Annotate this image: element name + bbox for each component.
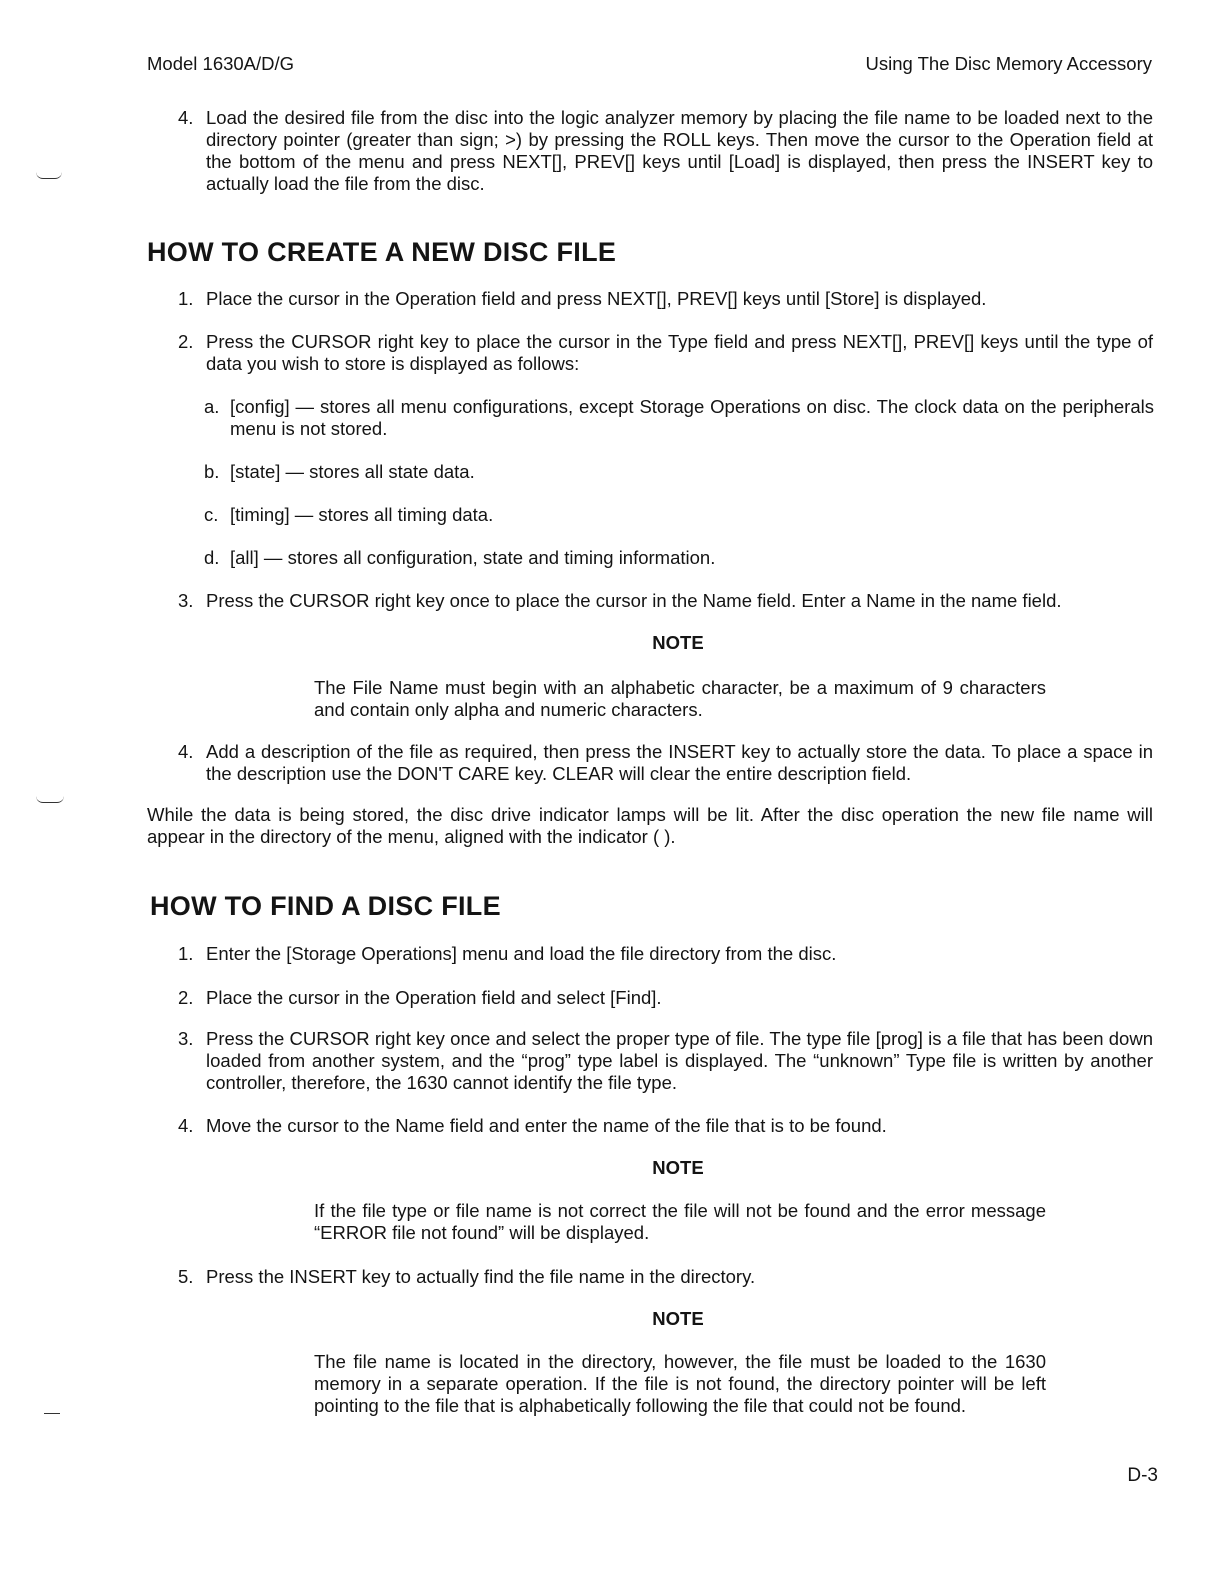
- note-heading: NOTE: [652, 632, 704, 653]
- note-text: If the file type or file name is not correct the file will not be found and the error message “ERROR file not found” will be displayed.: [314, 1200, 1046, 1243]
- list-item: [178, 987, 1153, 1009]
- page-number: D-3: [1127, 1465, 1158, 1486]
- list-item: [178, 288, 1153, 310]
- sub-list-letter: c.: [204, 504, 219, 525]
- sub-list-text: [config] — stores all menu configurations, except Storage Operations on disc. The clock data on the peripherals menu is not stored.: [230, 396, 1154, 439]
- list-number: 4.: [178, 1115, 194, 1136]
- sub-list-item: [204, 504, 1154, 526]
- margin-mark: [36, 796, 64, 803]
- list-text: Press the CURSOR right key to place the cursor in the Type field and press NEXT[], PREV[] keys until the type of data you wish to store is displayed as follows:: [206, 331, 1153, 374]
- sub-list-text: [state] — stores all state data.: [230, 461, 475, 482]
- list-number: 4.: [178, 107, 194, 128]
- list-number: 1.: [178, 288, 194, 309]
- sub-list-item: [204, 461, 1154, 483]
- list-text: Add a description of the file as required, then press the INSERT key to actually store the data. To place a space in the description use the DON'T CARE key. CLEAR will clear the entire description field.: [206, 741, 1153, 784]
- list-item: [178, 943, 1153, 965]
- list-text: Press the INSERT key to actually find the file name in the directory.: [206, 1266, 756, 1287]
- sub-list-letter: d.: [204, 547, 220, 568]
- list-text: Load the desired file from the disc into the logic analyzer memory by placing the file name to be loaded next to the directory pointer (greater than sign; >) by pressing the ROLL keys. Then move the cursor to the Operation field at the bottom of the menu and press NEXT[], PREV[] keys until [Load] is displayed, then press the INSERT key to actually load the file from the disc.: [206, 107, 1153, 194]
- section-heading-create-file: HOW TO CREATE A NEW DISC FILE: [147, 237, 617, 267]
- list-item: [178, 107, 1153, 195]
- sub-list-letter: a.: [204, 396, 220, 417]
- list-number: 2.: [178, 331, 194, 352]
- list-number: 1.: [178, 943, 194, 964]
- sub-list-item: [204, 396, 1154, 440]
- list-item: [178, 331, 1153, 375]
- list-text: Press the CURSOR right key once to place the cursor in the Name field. Enter a Name in the name field.: [206, 590, 1062, 611]
- note-text: The file name is located in the directory, however, the file must be loaded to the 1630 memory in a separate operation. If the file is not found, the directory pointer will be left pointing to the file that is alphabetically following the file that could not be found.: [314, 1351, 1046, 1416]
- list-text: Place the cursor in the Operation field and press NEXT[], PREV[] keys until [Store] is displayed.: [206, 288, 987, 309]
- list-item: [178, 1028, 1153, 1094]
- sub-list-text: [timing] — stores all timing data.: [230, 504, 494, 525]
- sub-list-letter: b.: [204, 461, 220, 482]
- list-number: 3.: [178, 590, 194, 611]
- list-item: [178, 1115, 1153, 1137]
- list-text: Place the cursor in the Operation field and select [Find].: [206, 987, 662, 1008]
- list-item: [178, 590, 1153, 612]
- sub-list-item: [204, 547, 1154, 569]
- sub-list-text: [all] — stores all configuration, state and timing information.: [230, 547, 716, 568]
- margin-mark: [44, 1412, 60, 1414]
- note-text: The File Name must begin with an alphabetic character, be a maximum of 9 characters and contain only alpha and numeric characters.: [314, 677, 1046, 720]
- list-text: Enter the [Storage Operations] menu and load the file directory from the disc.: [206, 943, 837, 964]
- section-heading-find-file: HOW TO FIND A DISC FILE: [150, 891, 501, 921]
- list-number: 5.: [178, 1266, 194, 1287]
- margin-mark: [36, 172, 62, 179]
- list-text: Move the cursor to the Name field and enter the name of the file that is to be found.: [206, 1115, 887, 1136]
- list-number: 4.: [178, 741, 194, 762]
- list-number: 3.: [178, 1028, 194, 1049]
- list-text: Press the CURSOR right key once and select the proper type of file. The type file [prog] is a file that has been down loaded from another system, and the “prog” type label is displayed. The “unknown” Type file is written by another controller, therefore, the 1630 cannot identify the file type.: [206, 1028, 1153, 1093]
- note-heading: NOTE: [652, 1157, 704, 1178]
- list-number: 2.: [178, 987, 194, 1008]
- header-section-title: Using The Disc Memory Accessory: [865, 53, 1152, 74]
- note-heading: NOTE: [652, 1308, 704, 1329]
- list-item: [178, 1266, 1153, 1288]
- header-model: Model 1630A/D/G: [147, 53, 295, 74]
- list-item: [178, 741, 1153, 785]
- paragraph: While the data is being stored, the disc drive indicator lamps will be lit. After the disc operation the new file name will appear in the directory of the menu, aligned with the indicator ( ).: [147, 804, 1153, 847]
